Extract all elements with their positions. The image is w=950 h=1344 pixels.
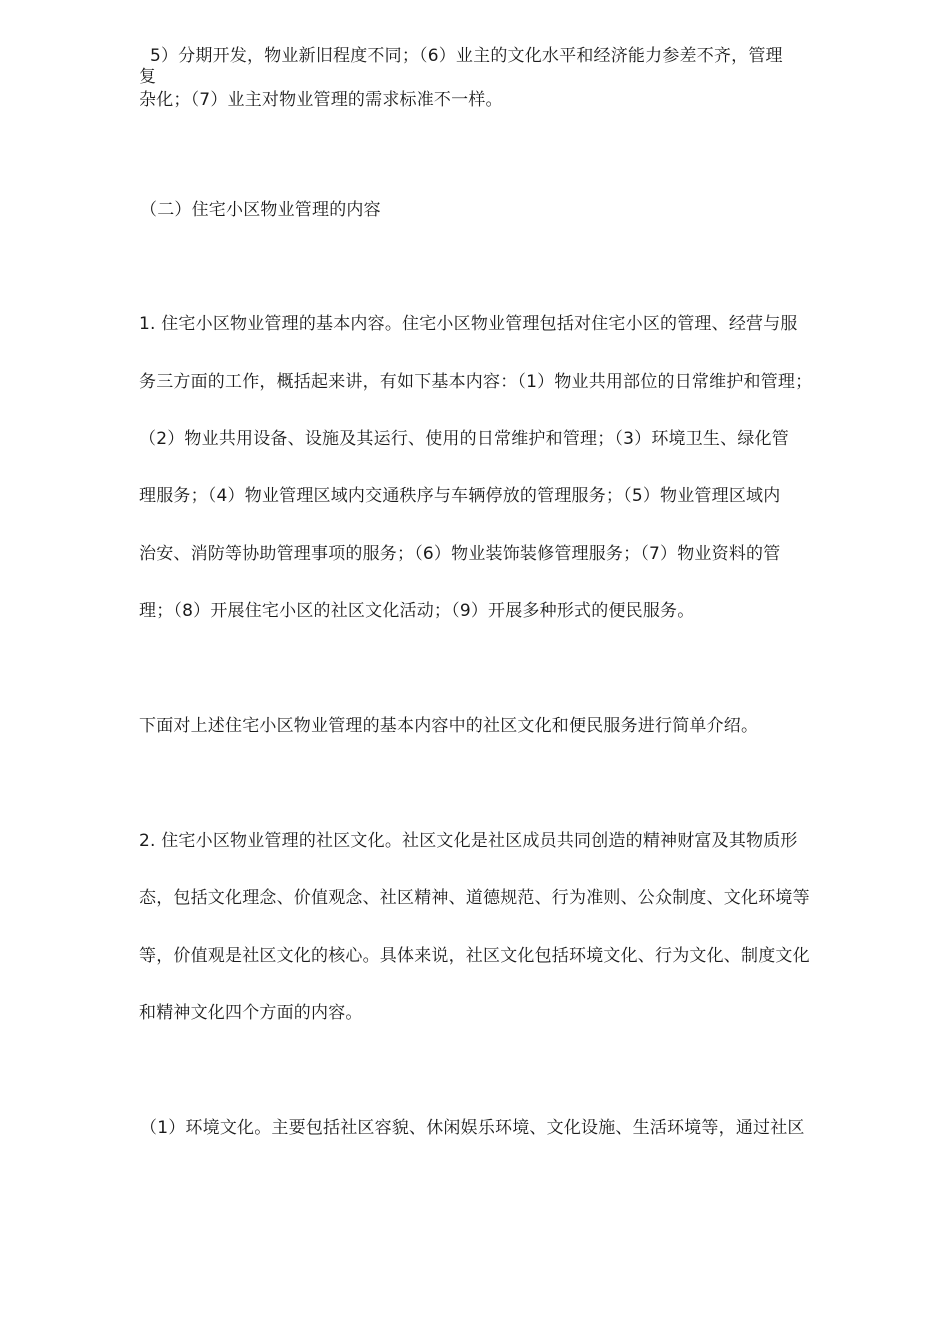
transition-paragraph: 下面对上述住宅小区物业管理的基本内容中的社区文化和便民服务进行简单介绍。 — [139, 716, 759, 736]
item1-line-2: 务三方面的工作，概括起来讲，有如下基本内容：（1）物业共用部位的日常维护和管理； — [139, 372, 813, 392]
section-heading: （二）住宅小区物业管理的内容 — [140, 200, 381, 220]
intro-line-2: 复 — [139, 67, 157, 87]
item1-line-5: 治安、消防等协助管理事项的服务；（6）物业装饰装修管理服务；（7）物业资料的管 — [139, 544, 781, 564]
intro-line-3: 杂化；（7）业主对物业管理的需求标准不一样。 — [139, 90, 503, 110]
item1-line-3: （2）物业共用设备、设施及其运行、使用的日常维护和管理；（3）环境卫生、绿化管 — [139, 429, 789, 449]
item2-line-1: 2. 住宅小区物业管理的社区文化。社区文化是社区成员共同创造的精神财富及其物质形 — [139, 831, 798, 851]
item1-line-6: 理；（8）开展住宅小区的社区文化活动；（9）开展多种形式的便民服务。 — [139, 601, 695, 621]
item1-line-1: 1. 住宅小区物业管理的基本内容。住宅小区物业管理包括对住宅小区的管理、经营与服 — [139, 314, 798, 334]
item1-line-4: 理服务；（4）物业管理区域内交通秩序与车辆停放的管理服务；（5）物业管理区域内 — [139, 486, 781, 506]
item2-line-4: 和精神文化四个方面的内容。 — [139, 1003, 363, 1023]
item2-line-3: 等，价值观是社区文化的核心。具体来说，社区文化包括环境文化、行为文化、制度文化 — [139, 946, 810, 966]
item2-line-2: 态，包括文化理念、价值观念、社区精神、道德规范、行为准则、公众制度、文化环境等 — [139, 888, 810, 908]
sub1-line-1: （1）环境文化。主要包括社区容貌、休闲娱乐环境、文化设施、生活环境等，通过社区 — [140, 1118, 805, 1138]
intro-line-1: 5）分期开发，物业新旧程度不同；（6）业主的文化水平和经济能力参差不齐，管理 — [150, 46, 783, 66]
